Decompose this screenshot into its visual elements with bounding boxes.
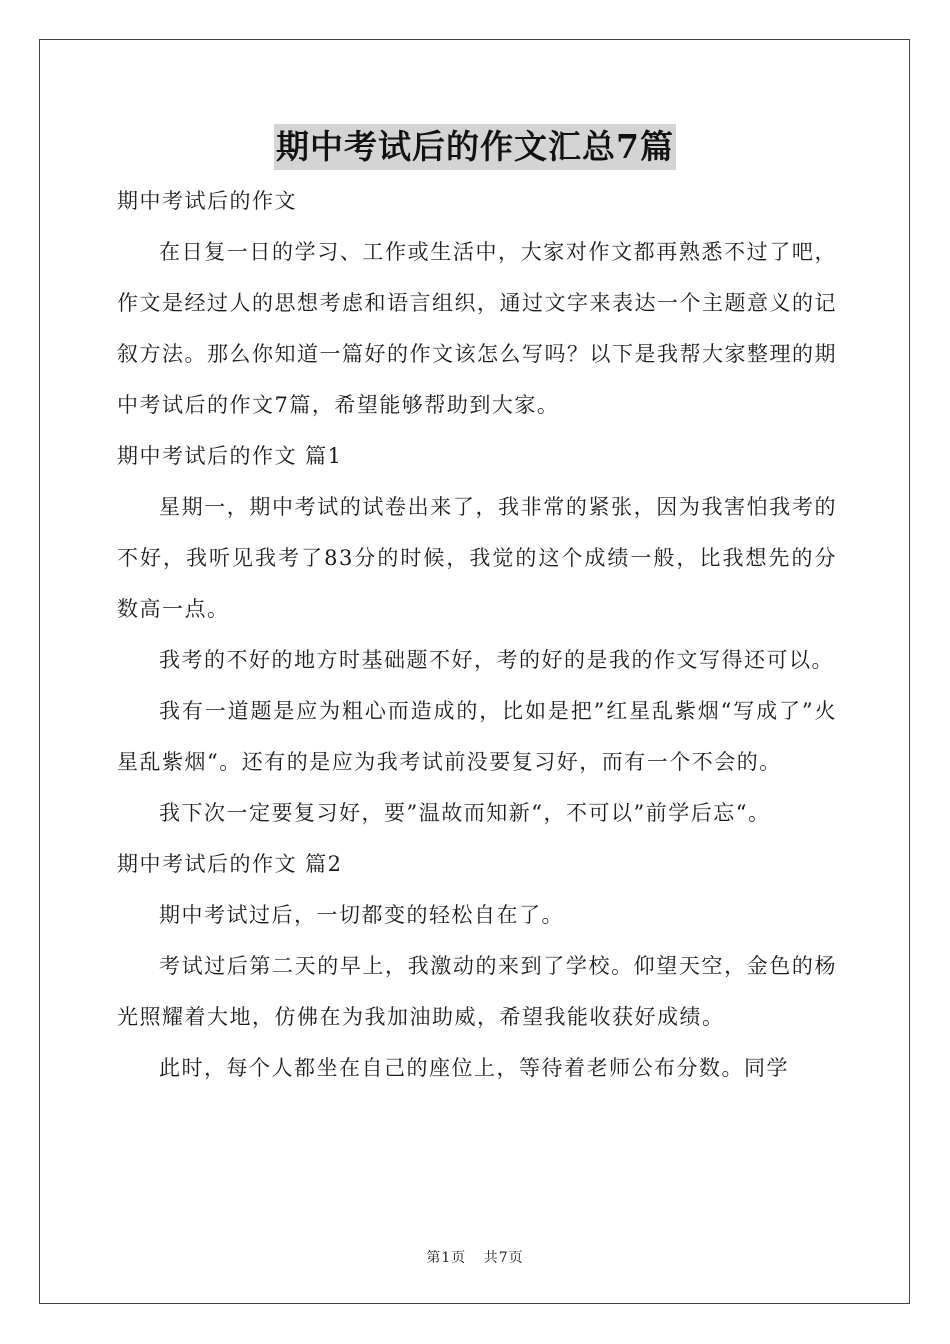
intro-paragraph: 在日复一日的学习、工作或生活中，大家对作文都再熟悉不过了吧，作文是经过人的思想考虑和语言组织，通过文字来表达一个主题意义的记叙方法。那么你知道一篇好的作文该怎么写吗？以下是我帮大家整理的期中考试后的作文7篇，希望能够帮助到大家。: [117, 240, 837, 417]
document-body: [117, 176, 837, 1094]
essay-2-paragraph: 期中考试过后，一切都变的轻松自在了。: [159, 903, 564, 927]
essay-2-heading: 期中考试后的作文 篇2: [117, 852, 343, 876]
section-heading: 期中考试后的作文: [117, 189, 297, 213]
essay-1-paragraph: 星期一，期中考试的试卷出来了，我非常的紧张，因为我害怕我考的不好，我听见我考了83分的时候，我觉的这个成绩一般，比我想先的分数高一点。: [117, 495, 837, 621]
document-title: 期中考试后的作文汇总7篇: [274, 124, 676, 170]
essay-1-paragraph: 我有一道题是应为粗心而造成的，比如是把”红星乱紫烟“写成了”火星乱紫烟“。还有的是应为我考试前没要复习好，而有一个不会的。: [117, 699, 837, 774]
essay-2-paragraph: 此时，每个人都坐在自己的座位上，等待着老师公布分数。同学: [159, 1056, 789, 1080]
page-total: 共7页: [483, 1250, 524, 1266]
essay-1-paragraph: 我考的不好的地方时基础题不好，考的好的是我的作文写得还可以。: [159, 648, 834, 672]
essay-2-paragraph: 考试过后第二天的早上，我激动的来到了学校。仰望天空，金色的杨光照耀着大地，仿佛在为我加油助威，希望我能收获好成绩。: [117, 954, 837, 1029]
page-footer: [0, 1247, 950, 1267]
page-number: 第1页: [426, 1250, 467, 1266]
title-wrap: [0, 124, 950, 170]
essay-1-heading: 期中考试后的作文 篇1: [117, 444, 343, 468]
essay-1-paragraph: 我下次一定要复习好，要”温故而知新“，不可以”前学后忘“。: [159, 801, 771, 825]
